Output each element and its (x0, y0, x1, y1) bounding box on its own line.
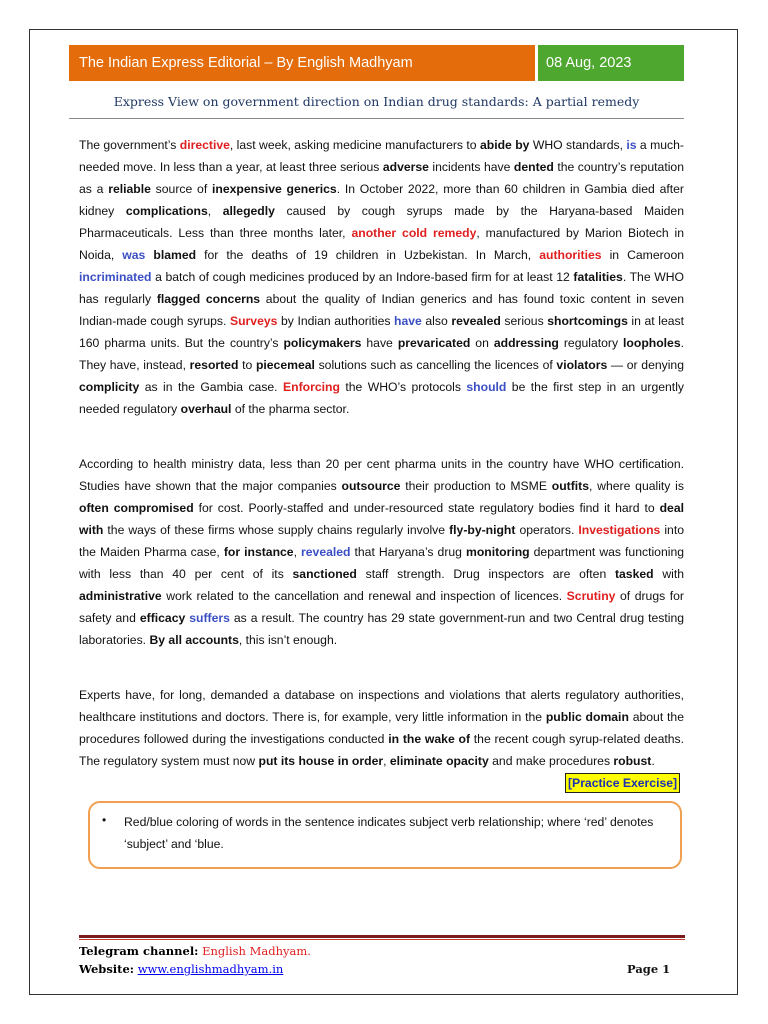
telegram-label: Telegram channel: (79, 944, 199, 958)
telegram-value: English Madhyam. (202, 944, 311, 958)
footer-rule (79, 935, 685, 938)
website-label: Website: (79, 962, 135, 976)
bullet-icon: • (102, 813, 107, 827)
header-date: 08 Aug, 2023 (538, 45, 684, 81)
paragraph-2: According to health ministry data, less than 20 per cent pharma units in the country have WHO certification. Studies have shown that the major companies outsource their production to MSME outfits, where quality is often compromised for cost. Poorly-staffed and under-resourced state regulatory bodies find it hard to deal with the ways of these firms whose supply chains regularly involve fly-by-night operators. Investigations into the Maiden Pharma case, for instance, revealed that Haryana’s drug monitoring department was functioning with less than 40 per cent of its sanctioned staff strength. Drug inspectors are often tasked with administrative work related to the cancellation and renewal and inspection of licences. Scrutiny of drugs for safety and efficacy suffers as a result. The country has 29 state government-run and two Central drug testing laboratories. By all accounts, this isn’t enough. (79, 457, 685, 647)
paragraph-3: Experts have, for long, demanded a database on inspections and violations that alerts regulatory authorities, healthcare institutions and doctors. There is, for example, very little information in the public domain about the procedures followed during the investigations conducted in the wake of the recent cough syrup-related deaths. The regulatory system must now put its house in order, eliminate opacity and make procedures robust. (79, 688, 684, 768)
subtitle-rule (69, 118, 684, 119)
footer-website (79, 962, 283, 976)
note-text: Red/blue coloring of words in the sentence indicates subject verb relationship; where ‘red’ denotes ‘subject’ and ‘blue. (124, 815, 654, 851)
note-box (88, 801, 682, 869)
website-link[interactable]: www.englishmadhyam.in (137, 962, 284, 976)
footer-telegram (79, 944, 311, 958)
footer-rule-thin (79, 939, 685, 940)
practice-exercise-label[interactable]: [Practice Exercise] (565, 773, 680, 793)
header-bar (69, 45, 684, 81)
header-title: The Indian Express Editorial – By English Madhyam (69, 45, 535, 81)
page-number: Page 1 (627, 962, 671, 976)
article-subtitle: Express View on government direction on Indian drug standards: A partial remedy (113, 94, 640, 109)
paragraph-1: The government’s directive, last week, asking medicine manufacturers to abide by WHO standards, is a much-needed move. In less than a year, at least three serious adverse incidents have dented the country’s reputation as a reliable source of inexpensive generics. In October 2022, more than 60 children in Gambia died after kidney complications, allegedly caused by cough syrups made by the Haryana-based Maiden Pharmaceuticals. Less than three months later, another cold remedy, manufactured by Marion Biotech in Noida, was blamed for the deaths of 19 children in Uzbekistan. In March, authorities in Cameroon incriminated a batch of cough medicines produced by an Indore-based firm for at least 12 fatalities. The WHO has regularly flagged concerns about the quality of Indian generics and has found toxic content in seven Indian-made cough syrups. Surveys by Indian authorities have also revealed serious shortcomings in at least 160 pharma units. But the country’s policymakers have prevaricated on addressing regulatory loopholes. They have, instead, resorted to piecemeal solutions such as cancelling the licences of violators — or denying complicity as in the Gambia case. Enforcing the WHO’s protocols should be the first step in an urgently needed regulatory overhaul of the pharma sector. (79, 138, 684, 416)
